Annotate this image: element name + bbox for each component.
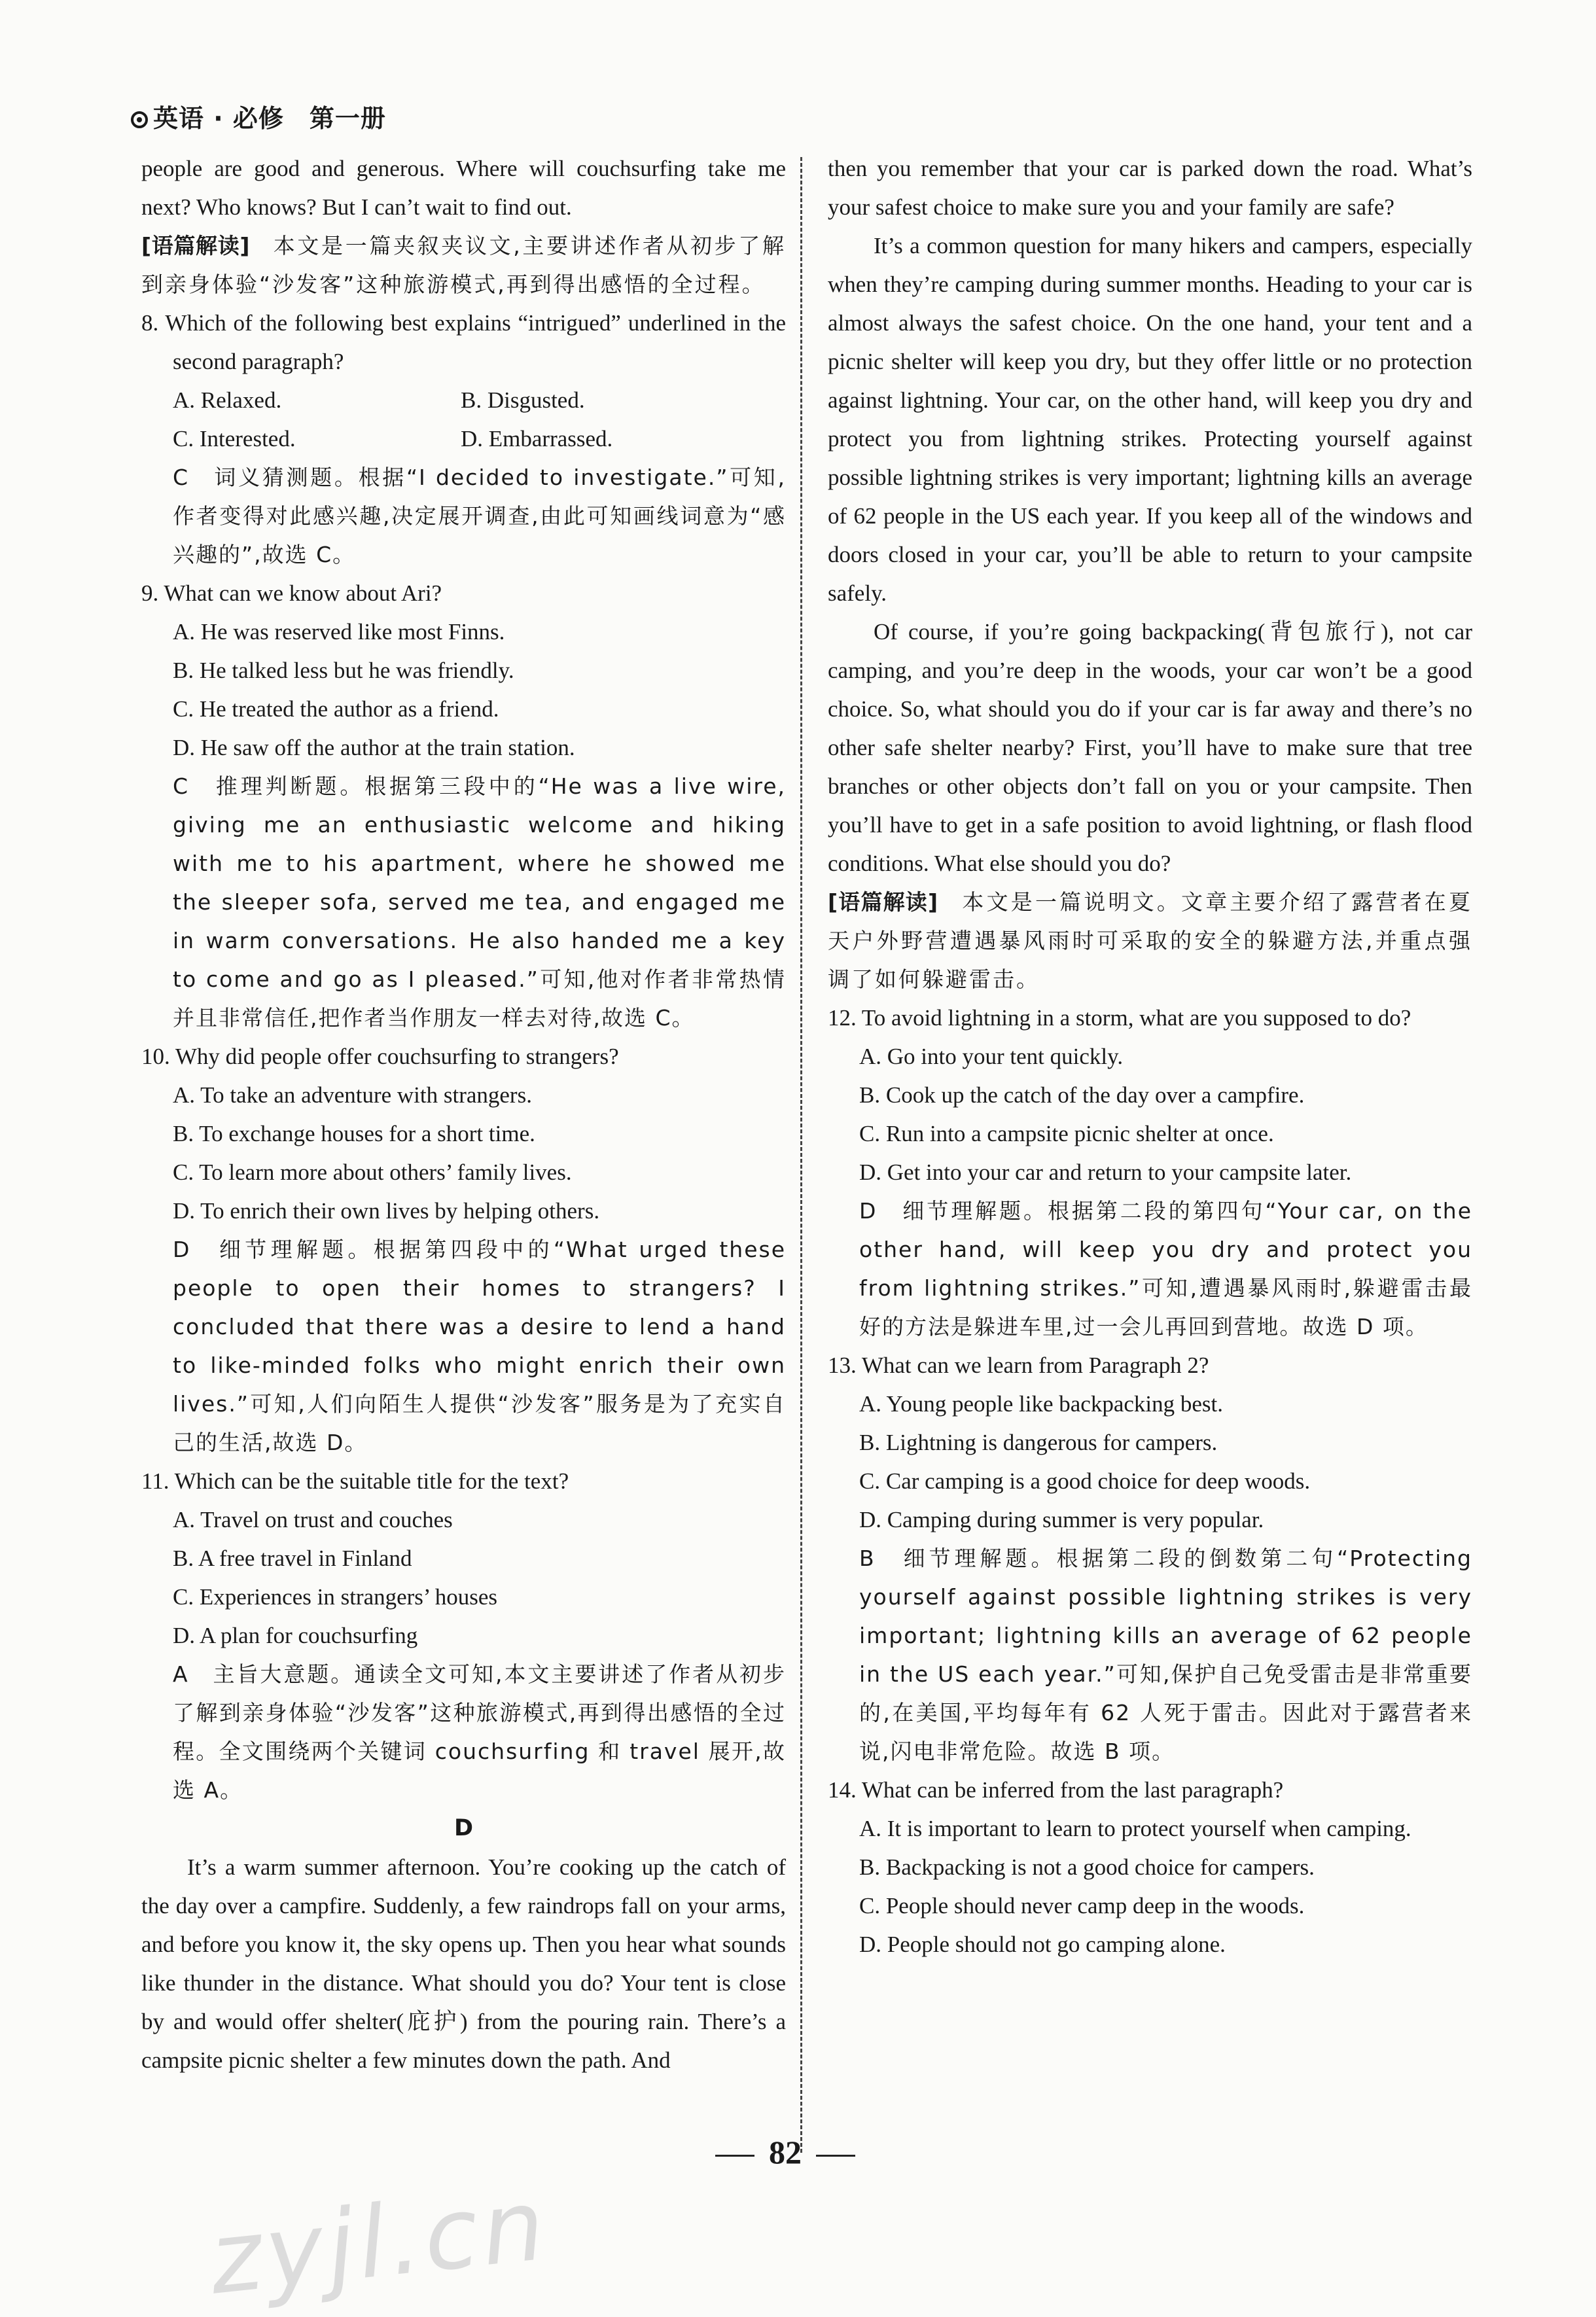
question-11: 11. Which can be the suitable title for the text? <box>141 1468 569 1494</box>
option-a: A. Go into your tent quickly. <box>859 1044 1124 1069</box>
question-12: 12. To avoid lightning in a storm, what are you supposed to do? <box>828 1005 1411 1031</box>
option-b: B. Lightning is dangerous for campers. <box>859 1430 1218 1455</box>
option-d: D. Camping during summer is very popular. <box>859 1507 1264 1532</box>
option-a: A. It is important to learn to protect yourself when camping. <box>859 1816 1411 1841</box>
option-d: D. A plan for couchsurfing <box>173 1623 418 1648</box>
watermark: zyjl.cn <box>204 2168 554 2317</box>
answer-explanation: D 细节理解题。根据第二段的第四句“Your car, on the other hand, will keep you dry and protect you from lightning strikes.”可知,遭遇暴风雨时,躲避雷击最好的方法是躲进车里,过一会儿再回到营地。故选 D 项。 <box>859 1198 1472 1339</box>
answer-explanation: D 细节理解题。根据第四段中的“What urged these people to open their homes to strangers? I concluded that there was a desire to lend a hand to like-minded folks who might enrich their own lives.”可知,人们向陌生人提供“沙发客”服务是为了充实自己的生活,故选 D。 <box>173 1237 786 1455</box>
option-d: D. Embarrassed. <box>461 426 613 451</box>
option-b: B. To exchange houses for a short time. <box>173 1121 535 1146</box>
page-number-text: 82 <box>769 2134 802 2170</box>
answer-explanation: C 词义猜测题。根据“I decided to investigate.”可知,作者变得对此感兴趣,决定展开调查,由此可知画线词意为“感兴趣的”,故选 C。 <box>173 465 786 567</box>
passage-d-paragraph-1-cont: then you remember that your car is parked down the road. What’s your safest choice to make sure you and your family are safe? <box>828 156 1472 220</box>
option-c: C. Car camping is a good choice for deep woods. <box>859 1468 1311 1494</box>
options-row <box>141 419 786 458</box>
option-b: B. He talked less but he was friendly. <box>173 658 514 683</box>
question-9: 9. What can we know about Ari? <box>141 580 442 606</box>
option-a: A. To take an adventure with strangers. <box>173 1082 532 1108</box>
dash-left <box>715 2155 754 2157</box>
passage-d-paragraph-2: It’s a common question for many hikers and campers, especially when they’re camping during summer months. Heading to your car is almost always the safest choice. On the one hand, your tent and a picnic shelter will keep you dry, but they offer little or no protection against lightning. Your car, on the other hand, will keep you dry and protect you from lightning strikes. Protecting yourself against possible lightning strikes is very important; lightning kills an average of 62 people in the US each year. If you keep all of the windows and doors closed in your car, you’ll be able to return to your campsite safely. <box>828 233 1472 606</box>
left-column <box>141 149 786 2079</box>
book-header <box>131 98 386 134</box>
answer-explanation: B 细节理解题。根据第二段的倒数第二句“Protecting yourself against possible lightning strikes is very important; lightning kills an average of 62 people in the US each year.”可知,保护自己免受雷击是非常重要的,在美国,平均每年有 62 人死于雷击。因此对于露营者来说,闪电非常危险。故选 B 项。 <box>859 1546 1472 1764</box>
summary-label: [语篇解读] <box>141 233 250 258</box>
option-d: D. People should not go camping alone. <box>859 1932 1226 1957</box>
summary-text: 本文是一篇说明文。文章主要介绍了露营者在夏天户外野营遭遇暴风雨时可采取的安全的躲避方法,并重点强调了如何躲避雷击。 <box>828 889 1472 992</box>
question-8: 8. Which of the following best explains “intrigued” underlined in the second paragraph? <box>141 310 786 374</box>
option-b: B. Backpacking is not a good choice for campers. <box>859 1854 1315 1880</box>
option-c: C. People should never camp deep in the woods. <box>859 1893 1305 1919</box>
answer-explanation: A 主旨大意题。通读全文可知,本文主要讲述了作者从初步了解到亲身体验“沙发客”这种旅游模式,再到得出感悟的全过程。全文围绕两个关键词 couchsurfing 和 travel 展开,故选 A。 <box>173 1661 786 1803</box>
option-d: D. Get into your car and return to your campsite later. <box>859 1159 1352 1185</box>
option-b: B. Cook up the catch of the day over a campfire. <box>859 1082 1305 1108</box>
options-row <box>141 381 786 419</box>
option-c: C. Run into a campsite picnic shelter at once. <box>859 1121 1274 1146</box>
option-c: C. He treated the author as a friend. <box>173 696 499 722</box>
option-c: C. To learn more about others’ family lives. <box>173 1159 572 1185</box>
option-d: D. He saw off the author at the train station. <box>173 735 575 760</box>
option-c: C. Experiences in strangers’ houses <box>173 1584 498 1610</box>
passage-summary <box>828 883 1472 999</box>
option-d: D. To enrich their own lives by helping others. <box>173 1198 600 1224</box>
option-b: B. A free travel in Finland <box>173 1546 412 1571</box>
page-number <box>687 2133 883 2171</box>
right-column <box>828 149 1472 1964</box>
option-a: A. Young people like backpacking best. <box>859 1391 1224 1417</box>
passage-d-paragraph-1: It’s a warm summer afternoon. You’re cooking up the catch of the day over a campfire. Suddenly, a few raindrops fall on your arms, and before you know it, the sky opens up. Then you hear what sounds like thunder in the distance. What should you do? Your tent is close by and would offer shelter(庇护) from the pouring rain. There’s a campsite picnic shelter a few minutes down the path. And <box>141 1854 786 2073</box>
bullet-icon <box>131 111 148 128</box>
answer-explanation: C 推理判断题。根据第三段中的“He was a live wire, giving me an enthusiastic welcome and hiking with me to his apartment, where he showed me the sleeper sofa, served me tea, and engaged me in warm conversations. He also handed me a key to come and go as I pleased.”可知,他对作者非常热情并且非常信任,把作者当作朋友一样去对待,故选 C。 <box>173 773 786 1031</box>
summary-label: [语篇解读] <box>828 889 938 915</box>
question-10: 10. Why did people offer couchsurfing to strangers? <box>141 1044 619 1069</box>
dash-right <box>816 2155 855 2157</box>
option-a: A. He was reserved like most Finns. <box>173 619 505 645</box>
passage-d-paragraph-3: Of course, if you’re going backpacking(背包旅行), not car camping, and you’re deep in the woods, your car won’t be a good choice. So, what should you do if your car is far away and there’s no other safe shelter nearby? First, you’ll have to make sure that tree branches or other objects don’t fall on you or your campsite. Then you’ll have to get in a safe position to avoid lightning, or flash flood conditions. What else should you do? <box>828 619 1472 876</box>
question-14: 14. What can be inferred from the last paragraph? <box>828 1777 1284 1803</box>
section-heading-d: D <box>453 1815 474 1841</box>
passage-summary <box>141 226 786 304</box>
summary-text: 本文是一篇夹叙夹议文,主要讲述作者从初步了解到亲身体验“沙发客”这种旅游模式,再到得出感悟的全过程。 <box>141 233 786 297</box>
book-title: 英语 · 必修 第一册 <box>153 104 386 133</box>
option-a: A. Travel on trust and couches <box>173 1507 453 1532</box>
option-a: A. Relaxed. <box>173 387 282 413</box>
option-b: B. Disgusted. <box>461 387 585 413</box>
question-13: 13. What can we learn from Paragraph 2? <box>828 1353 1209 1378</box>
column-divider <box>800 157 802 2153</box>
option-c: C. Interested. <box>173 426 296 451</box>
passage-c-ending: people are good and generous. Where will couchsurfing take me next? Who knows? But I can’t wait to find out. <box>141 156 786 220</box>
